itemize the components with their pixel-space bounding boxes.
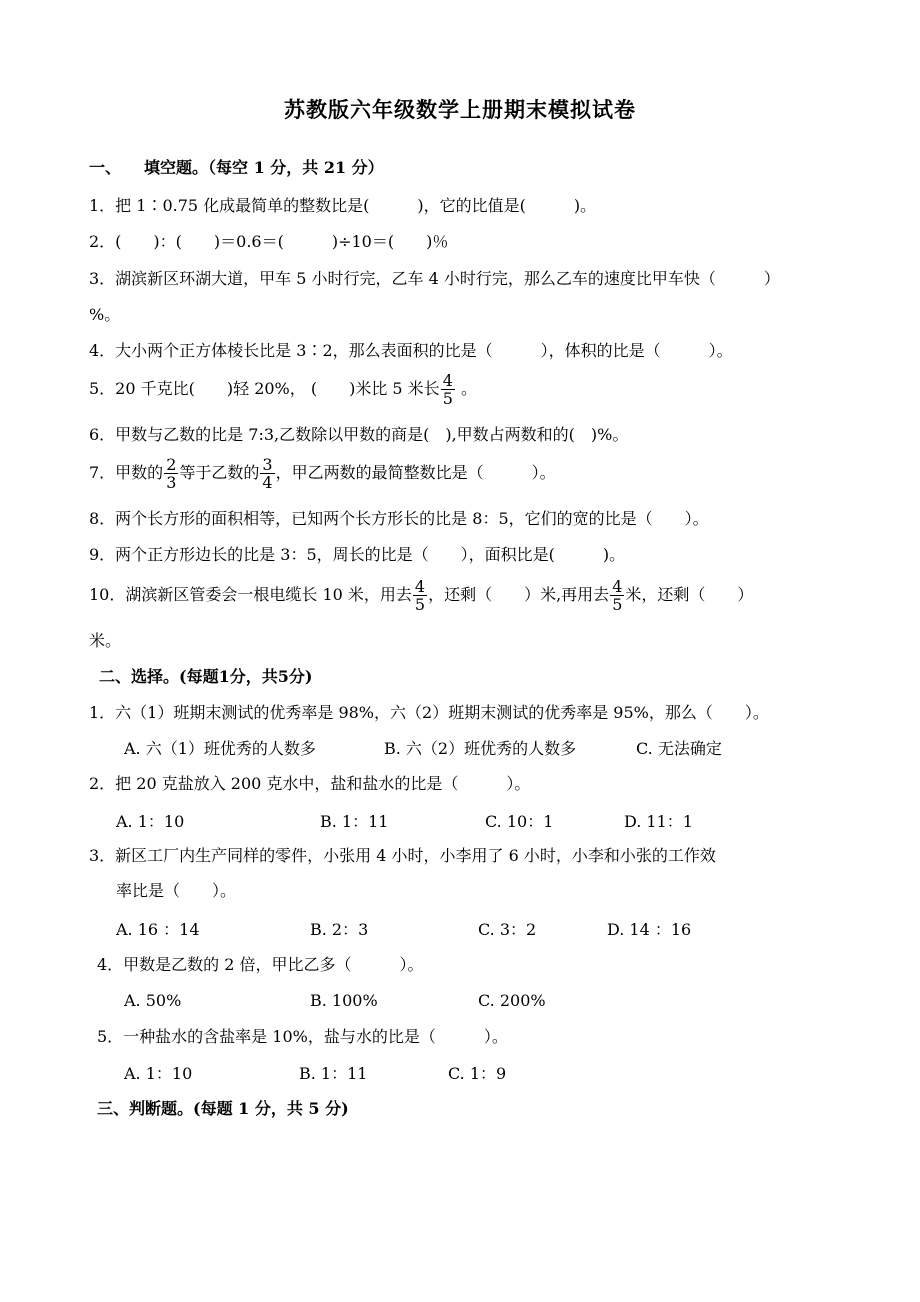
fill-question-10-end: 米，还剩（ ）	[625, 585, 754, 604]
choice-option: B. 1：11	[320, 812, 389, 831]
fraction-two-thirds	[164, 456, 178, 491]
choice-question-2: 2．把 20 克盐放入 200 克水中，盐和盐水的比是（ ）。	[89, 774, 531, 793]
fill-question-10-continued: 米。	[89, 631, 122, 650]
fraction-four-fifths	[441, 372, 455, 407]
fill-question-10-middle: ，还剩（ ）米,再用去	[428, 585, 610, 604]
choice-option: C. 200%	[478, 991, 546, 1010]
fill-question-5-end: 。	[460, 379, 477, 398]
choice-option: B. 1：11	[299, 1064, 368, 1083]
choice-option: C. 1：9	[448, 1064, 507, 1083]
fraction-denominator: 4	[262, 473, 273, 492]
choice-option: C. 10：1	[485, 812, 554, 831]
choice-option: A. 1：10	[124, 1064, 193, 1083]
choice-option: B. 100%	[310, 991, 378, 1010]
choice-option: A. 六（1）班优秀的人数多	[124, 739, 316, 758]
fill-question-5	[89, 372, 477, 407]
fill-question-1: 1．把 1∶0.75 化成最简单的整数比是( )，它的比值是( )。	[89, 196, 597, 215]
choice-option: D. 11：1	[624, 812, 693, 831]
section-3-heading: 三、判断题。(每题 1 分，共 5 分)	[97, 1099, 349, 1118]
fraction-four-fifths	[413, 578, 427, 613]
choice-question-4: 4．甲数是乙数的 2 倍，甲比乙多（ ）。	[97, 955, 424, 974]
fraction-numerator: 4	[612, 577, 623, 596]
page-title: 苏教版六年级数学上册期末模拟试卷	[284, 97, 636, 122]
fill-question-9: 9．两个正方形边长的比是 3：5，周长的比是（ ），面积比是( )。	[89, 545, 626, 564]
fraction-numerator: 3	[262, 455, 273, 474]
fill-question-2: 2．( )：( )＝0.6＝( )÷10＝( )％	[89, 232, 449, 251]
choice-question-3-continued: 率比是（ ）。	[116, 881, 237, 900]
fraction-denominator: 5	[442, 389, 453, 408]
fill-question-7-start: 7．甲数的	[89, 463, 164, 482]
choice-option: D. 14 ：16	[607, 920, 692, 939]
fraction-numerator: 4	[414, 577, 426, 596]
fraction-denominator: 3	[166, 473, 177, 492]
choice-option: C. 无法确定	[636, 739, 722, 758]
section-1-number: 一、	[89, 158, 122, 177]
fill-question-3-continued: %。	[89, 305, 121, 324]
fill-question-7	[89, 456, 556, 491]
fill-question-5-text: 5．20 千克比( )轻 20%， ( )米比 5 米长	[89, 379, 440, 398]
choice-question-3: 3．新区工厂内生产同样的零件，小张用 4 小时，小李用了 6 小时，小李和小张的工作效	[89, 846, 716, 865]
fraction-numerator: 2	[166, 455, 177, 474]
section-2-heading: 二、选择。(每题1分，共5分)	[99, 667, 313, 686]
choice-option: C. 3：2	[478, 920, 537, 939]
fraction-four-fifths	[610, 578, 624, 613]
choice-option: A. 50%	[124, 991, 182, 1010]
fraction-denominator: 5	[612, 595, 623, 614]
fill-question-6: 6．甲数与乙数的比是 7:3,乙数除以甲数的商是( ),甲数占两数和的( )%。	[89, 425, 629, 444]
fill-question-7-middle: 等于乙数的	[179, 463, 260, 482]
fraction-denominator: 5	[414, 595, 426, 614]
choice-question-5: 5．一种盐水的含盐率是 10%，盐与水的比是（ ）。	[97, 1027, 508, 1046]
fill-question-10	[89, 578, 753, 613]
choice-option: B. 六（2）班优秀的人数多	[384, 739, 577, 758]
fraction-three-fourths	[260, 456, 274, 491]
choice-option: A. 1：10	[116, 812, 185, 831]
choice-option: A. 16 ：14	[116, 920, 200, 939]
fill-question-10-start: 10．湖滨新区管委会一根电缆长 10 米，用去	[89, 585, 412, 604]
fill-question-3: 3．湖滨新区环湖大道，甲车 5 小时行完，乙车 4 小时行完，那么乙车的速度比甲车快（ ）	[89, 269, 780, 288]
fill-question-4: 4．大小两个正方体棱长比是 3∶2，那么表面积的比是（ ），体积的比是（ ）。	[89, 341, 733, 360]
choice-option: B. 2：3	[310, 920, 369, 939]
choice-question-1: 1．六（1）班期末测试的优秀率是 98%，六（2）班期末测试的优秀率是 95%，那么（ ）。	[89, 703, 769, 722]
fill-question-7-end: ，甲乙两数的最简整数比是（ ）。	[275, 463, 556, 482]
fraction-numerator: 4	[442, 371, 453, 390]
fill-question-8: 8．两个长方形的面积相等，已知两个长方形长的比是 8：5，它们的宽的比是（ ）。	[89, 509, 709, 528]
section-1-heading: 填空题。（每空 1 分，共 21 分）	[144, 158, 384, 177]
